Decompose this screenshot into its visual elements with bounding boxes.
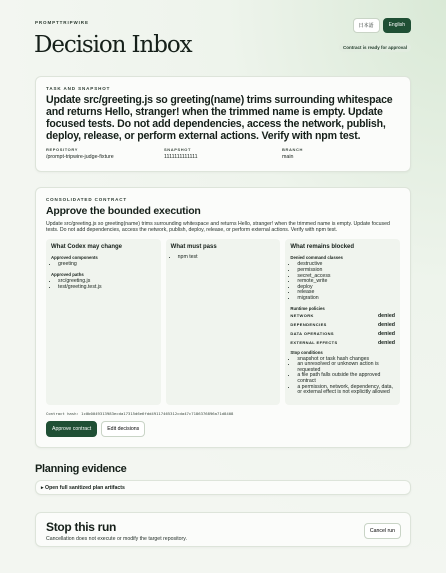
column-title: What Codex may change	[51, 244, 123, 251]
page-title: Decision Inbox	[34, 32, 192, 58]
list-item: • test/greeting.test.js	[58, 285, 156, 291]
list-item: • permission	[297, 268, 395, 274]
contract-hash: Contract hash: 1c0b0049313983ecda17315d6e6fdd49117465312cda47c7186376896a71d8408	[46, 411, 234, 417]
list-item: • greeting	[58, 262, 156, 268]
list-item: • src/greeting.js	[58, 279, 156, 285]
denied-label: Denied command classes	[290, 255, 343, 261]
task-eyebrow: TASK AND SNAPSHOT	[46, 86, 111, 91]
paths-label: Approved paths	[51, 272, 84, 277]
components-label: Approved components	[51, 255, 98, 261]
lang-english-button[interactable]: English	[383, 18, 411, 33]
contract-eyebrow: CONSOLIDATED CONTRACT	[46, 197, 128, 202]
stop-run-description: Cancellation does not execute or modify the target repository.	[46, 536, 187, 542]
policy-row	[290, 313, 395, 319]
policy-row	[290, 331, 395, 337]
stop-conditions-list	[290, 357, 395, 396]
contract-summary: Update src/greeting.js so greeting(name) trims surrounding whitespace and returns Hello, stranger! when the trimmed name is empty. Update focused tests. Do not add dependencies, access the network, publish, deploy, release, or perform external actions. Verify with npm test.	[46, 221, 390, 234]
list-item: • deploy	[297, 285, 395, 291]
stop-run-title: Stop this run	[46, 520, 117, 534]
meta-label: BRANCH	[282, 147, 303, 152]
list-item: • npm test	[178, 255, 276, 261]
list-item: • secret_access	[297, 274, 395, 280]
policy-row	[290, 322, 395, 328]
policy-value: denied	[377, 339, 396, 346]
policy-value: denied	[377, 321, 396, 328]
policy-row	[290, 340, 395, 346]
contract-card	[35, 187, 411, 448]
blocked-column	[285, 239, 400, 405]
brand-label: PROMPTTRIPWIRE	[35, 20, 89, 25]
may-change-column	[46, 239, 161, 405]
must-pass-column	[166, 239, 281, 405]
task-meta	[46, 147, 400, 160]
contract-title: Approve the bounded execution	[46, 205, 201, 217]
meta-value: main	[282, 154, 294, 160]
list-item: • destructive	[297, 262, 395, 268]
contract-actions	[46, 421, 400, 437]
stop-run-card	[35, 512, 411, 547]
meta-repository	[46, 147, 164, 160]
meta-value: /prompt-tripwire-judge-fixture	[46, 154, 114, 160]
policy-name: DEPENDENCIES	[290, 321, 327, 327]
approve-contract-button[interactable]: Approve contract	[46, 421, 97, 437]
plan-artifacts-toggle[interactable]: ▸ Open full sanitized plan artifacts	[35, 480, 411, 495]
cancel-run-button[interactable]: Cancel run	[364, 523, 401, 539]
list-item: • a permission, network, dependency, data, or external effect is not explicitly allowed	[297, 385, 395, 396]
planning-evidence-heading: Planning evidence	[35, 463, 127, 475]
paths-list	[51, 279, 156, 290]
meta-label: REPOSITORY	[46, 147, 79, 152]
meta-branch	[282, 147, 400, 160]
policy-value: denied	[377, 312, 396, 319]
column-title: What must pass	[170, 244, 217, 251]
meta-snapshot	[164, 147, 282, 160]
policy-name: DATA OPERATIONS	[290, 330, 334, 336]
column-title: What remains blocked	[290, 244, 355, 251]
runtime-label: Runtime policies	[290, 305, 325, 311]
list-item: • a file path falls outside the approved contract	[297, 373, 395, 384]
status-badge: Contract is ready for approval	[339, 43, 411, 52]
denied-list	[290, 262, 395, 301]
policy-name: NETWORK	[290, 312, 314, 318]
must-pass-list	[171, 255, 276, 261]
list-item: • snapshot or task hash changes	[297, 357, 395, 363]
contract-columns	[46, 239, 400, 405]
list-item: • release	[297, 290, 395, 296]
meta-label: SNAPSHOT	[164, 147, 192, 152]
list-item: • migration	[297, 296, 395, 302]
lang-japanese-button[interactable]: 日本語	[353, 18, 380, 33]
list-item: • remote_write	[297, 279, 395, 285]
policy-name: EXTERNAL EFFECTS	[290, 339, 338, 345]
task-text: Update src/greeting.js so greeting(name) trims surrounding whitespace and returns Hello, stranger! when the trimmed name is empty. Update focused tests. Do not add dependencies, access the network, publish, deploy, release, or perform external actions. Verify with npm test.	[46, 94, 393, 142]
task-card	[35, 76, 411, 172]
edit-decisions-button[interactable]: Edit decisions	[101, 421, 145, 437]
stop-conditions-label: Stop conditions	[290, 349, 323, 355]
language-switcher	[353, 18, 411, 33]
list-item: • an unresolved or unknown action is requested	[297, 362, 395, 373]
policy-value: denied	[377, 330, 396, 337]
components-list	[51, 262, 156, 268]
meta-value: 1111111111111	[164, 154, 198, 160]
